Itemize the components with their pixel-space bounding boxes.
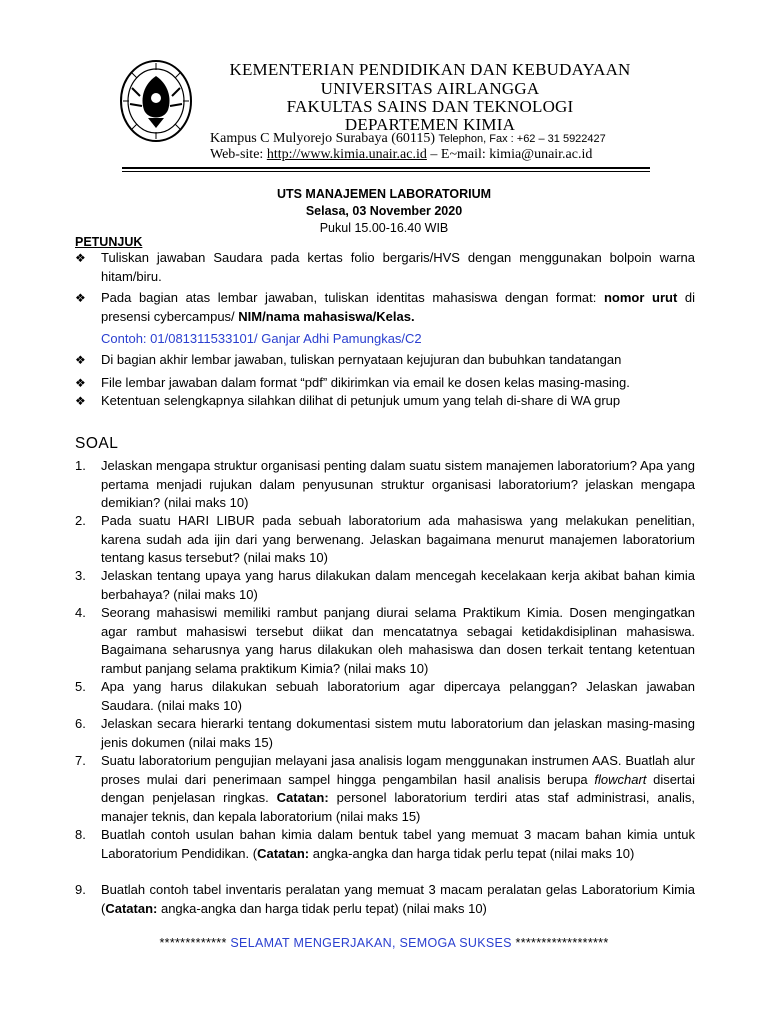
- instruction-item: [75, 351, 695, 370]
- question-number: 6.: [75, 716, 86, 731]
- instruction-item: [75, 392, 695, 411]
- letterhead-divider-thin: [122, 171, 650, 172]
- letterhead-ministry: KEMENTERIAN PENDIDIKAN DAN KEBUDAYAAN: [229, 60, 631, 79]
- instruction-text-bold: nomor urut: [603, 290, 678, 305]
- question-number: 7.: [75, 753, 86, 768]
- university-seal-logo: [118, 58, 194, 144]
- identity-example: Contoh: 01/081311533101/ Ganjar Adhi Pamungkas/C2: [101, 331, 422, 346]
- question-item: [75, 604, 695, 678]
- question-item: [75, 567, 695, 604]
- question-text: [101, 752, 695, 826]
- letterhead-web-line: [210, 147, 592, 163]
- question-text-part: Buatlah contoh usulan bahan kimia dalam bentuk tabel yang memuat 3 macam bahan kimia untuk Laboratorium Pendidikan. (: [101, 827, 695, 861]
- good-luck-text: SELAMAT MENGERJAKAN, SEMOGA SUKSES: [230, 936, 512, 950]
- question-number: 2.: [75, 513, 86, 528]
- question-text: Jelaskan tentang upaya yang harus dilakukan dalam mencegah kecelakaan kerja akibat bahan kimia berbahaya? (nilai maks 10): [101, 568, 695, 602]
- question-number: 3.: [75, 568, 86, 583]
- asterisks-left: *************: [159, 936, 231, 950]
- question-item: [75, 752, 695, 826]
- instruction-text: Ketentuan selengkapnya silahkan dilihat di petunjuk umum yang telah di-share di WA grup: [101, 393, 621, 408]
- question-text-part: personel laboratorium terdiri atas staf administrasi, analis, manajer teknis, dan kepala laboratorium (nilai maks 15): [101, 790, 696, 824]
- instruction-text: File lembar jawaban dalam format “pdf” dikirimkan via email ke dosen kelas masing-masing.: [101, 375, 630, 390]
- letterhead-faculty: FAKULTAS SAINS DAN TEKNOLOGI: [286, 97, 574, 116]
- instruction-text-part: di presensi cybercampus/: [101, 290, 696, 324]
- website-link[interactable]: http://www.kimia.unair.ac.id: [266, 147, 427, 162]
- diamond-bullet-icon: ❖: [75, 353, 86, 367]
- instruction-item: [75, 374, 695, 393]
- question-text: Jelaskan secara hierarki tentang dokumentasi sistem mutu laboratorium dan jelaskan masing-masing jenis dokumen (nilai maks 15): [101, 716, 695, 750]
- question-text-part: Buatlah contoh tabel inventaris peralatan yang memuat 3 macam peralatan gelas Laboratorium Kimia (: [101, 882, 695, 916]
- soal-heading: SOAL: [75, 435, 119, 452]
- question-text-part: angka-angka dan harga tidak perlu tepat (nilai maks 10): [309, 845, 635, 861]
- question-item: [75, 512, 695, 568]
- question-text: Apa yang harus dilakukan sebuah laboratorium agar dipercaya pelanggan? Jelaskan jawaban Saudara. (nilai maks 10): [101, 679, 695, 713]
- question-number: 1.: [75, 458, 86, 473]
- exam-time: Pukul 15.00-16.40 WIB: [319, 221, 449, 235]
- question-text: Seorang mahasiswi memiliki rambut panjang diurai selama Praktikum Kimia. Dosen mengingatkan agar rambut mahasiswi tersebut diikat dan mencatatnya sebagai ketidakdisiplinan mahasiswa. Bagaimana seharusnya yang harus dilakukan oleh mahasiswa dan dosen terkait tentang ketentuan rambut panjang selama praktikum Kimia? (nilai maks 10): [101, 605, 695, 676]
- address-text: Kampus C Mulyorejo Surabaya (60115): [210, 131, 435, 146]
- diamond-bullet-icon: ❖: [75, 291, 86, 305]
- question-text-bold: Catatan:: [276, 790, 329, 805]
- question-text-part: angka-angka dan harga tidak perlu tepat) (nilai maks 10): [157, 900, 487, 916]
- letterhead-divider: [122, 167, 650, 169]
- phone-text: Telephon, Fax : +62 – 31 5922427: [438, 133, 606, 145]
- question-number: 8.: [75, 827, 86, 842]
- question-item: [75, 457, 695, 513]
- asterisks-right: ******************: [511, 936, 609, 950]
- diamond-bullet-icon: ❖: [75, 376, 86, 390]
- instruction-text-bold: NIM/nama mahasiswa/Kelas.: [238, 308, 415, 324]
- exam-date: Selasa, 03 November 2020: [305, 204, 463, 218]
- question-text: [101, 826, 695, 863]
- exam-title: UTS MANAJEMEN LABORATORIUM: [276, 187, 492, 201]
- diamond-bullet-icon: ❖: [75, 251, 86, 265]
- question-text-bold: Catatan:: [105, 900, 158, 916]
- question-text-bold: Catatan:: [257, 845, 310, 861]
- instruction-item: [75, 249, 695, 286]
- instruction-text: Di bagian akhir lembar jawaban, tuliskan pernyataan kejujuran dan bubuhkan tandatangan: [101, 352, 622, 367]
- question-item: [75, 715, 695, 752]
- question-number: 5.: [75, 679, 86, 694]
- question-item: [75, 826, 695, 863]
- letterhead-department: DEPARTEMEN KIMIA: [344, 115, 516, 134]
- web-label: Web-site:: [210, 147, 267, 162]
- closing-message: [0, 936, 768, 950]
- letterhead-address-line: [210, 131, 606, 147]
- question-text-part: disertai dengan penjelasan ringkas.: [101, 771, 695, 805]
- email-text: – E~mail: kimia@unair.ac.id: [426, 147, 593, 162]
- letterhead-university: UNIVERSITAS AIRLANGGA: [320, 79, 540, 98]
- question-item: [75, 881, 695, 918]
- question-item: [75, 678, 695, 715]
- question-text: Pada suatu HARI LIBUR pada sebuah laboratorium ada mahasiswa yang melakukan penelitian, karena sudah ada ijin dari yang berwenang. Jelaskan bagaimana menurut manajemen laboratorium tentang kasus tersebut? (nilai maks 10): [101, 513, 695, 565]
- question-number: 9.: [75, 882, 86, 897]
- instruction-text-part: Pada bagian atas lembar jawaban, tuliskan identitas mahasiswa dengan format:: [101, 290, 604, 305]
- instruction-text: [101, 289, 695, 326]
- instruction-text: Tuliskan jawaban Saudara pada kertas folio bergaris/HVS dengan menggunakan bolpoin warna hitam/biru.: [101, 250, 695, 284]
- petunjuk-heading: PETUNJUK: [75, 235, 143, 249]
- question-text-part: Suatu laboratorium pengujian melayani jasa analisis logam menggunakan instrumen AAS. Buatlah alur proses mulai dari penerimaan sampel hingga pengambilan hasil analisis berupa: [101, 753, 695, 787]
- question-text: [101, 881, 695, 918]
- instruction-item: [75, 289, 695, 326]
- question-text: Jelaskan mengapa struktur organisasi penting dalam suatu sistem manajemen laboratorium? Apa yang pertama menjadi rujukan dalam penyusunan struktur organisasi laboratorium? jelaskan mengapa demikian? (nilai maks 10): [101, 458, 695, 510]
- diamond-bullet-icon: ❖: [75, 394, 86, 408]
- question-number: 4.: [75, 605, 86, 620]
- question-text-italic: flowchart: [594, 771, 647, 787]
